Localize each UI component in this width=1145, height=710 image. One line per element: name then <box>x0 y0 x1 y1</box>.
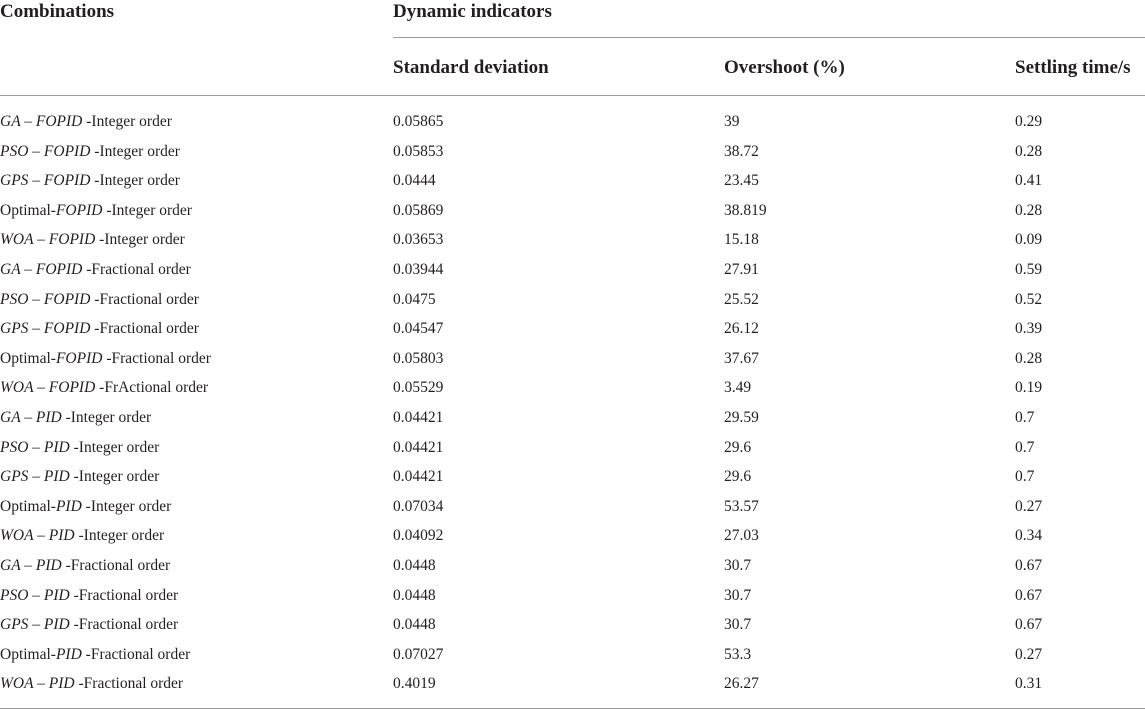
table-row <box>0 610 1145 640</box>
combination-order: -Fractional order <box>69 586 179 604</box>
settling-time-cell: 0.41 <box>1015 172 1043 190</box>
settling-time-cell: 0.7 <box>1015 438 1035 456</box>
combination-method: GPS – FOPID <box>0 172 91 190</box>
combination-method: WOA – PID <box>0 527 75 545</box>
overshoot-cell: 27.03 <box>724 527 759 545</box>
settling-time-cell: 0.67 <box>1015 586 1043 604</box>
table-row <box>0 107 1145 137</box>
combination-cell <box>0 285 199 315</box>
combination-method: PID <box>55 645 82 663</box>
overshoot-cell: 30.7 <box>724 616 752 634</box>
table-row <box>0 521 1145 551</box>
combination-method: WOA – PID <box>0 675 75 693</box>
table-row <box>0 166 1145 196</box>
settling-time-cell: 0.27 <box>1015 497 1043 515</box>
combination-order: -FrActional order <box>95 379 209 397</box>
overshoot-cell: 53.57 <box>724 497 759 515</box>
table-row <box>0 137 1145 167</box>
overshoot-cell: 29.59 <box>724 408 759 426</box>
header-combinations: Combinations <box>0 1 115 22</box>
combination-cell <box>0 433 159 463</box>
standard-deviation-cell: 0.03944 <box>393 260 444 278</box>
settling-time-cell: 0.7 <box>1015 408 1035 426</box>
settling-time-cell: 0.39 <box>1015 320 1043 338</box>
combination-order: -Integer order <box>81 497 172 515</box>
combination-method: GA – PID <box>0 556 62 574</box>
standard-deviation-cell: 0.05869 <box>393 201 444 219</box>
combination-order: -Fractional order <box>90 320 199 338</box>
overshoot-cell: 38.72 <box>724 142 759 160</box>
standard-deviation-cell: 0.0475 <box>393 290 436 308</box>
combination-method: WOA – FOPID <box>0 231 96 249</box>
settling-time-cell: 0.29 <box>1015 113 1043 130</box>
standard-deviation-cell: 0.05865 <box>393 113 444 130</box>
standard-deviation-cell: 0.05853 <box>393 142 444 160</box>
combination-method: PSO – PID <box>0 586 70 604</box>
standard-deviation-cell: 0.04421 <box>393 468 444 486</box>
combination-method: GA – FOPID <box>0 260 83 278</box>
overshoot-cell: 38.819 <box>724 201 767 219</box>
combination-order: -Fractional order <box>82 260 191 278</box>
table-row <box>0 640 1145 670</box>
table-row <box>0 462 1145 492</box>
settling-time-cell: 0.52 <box>1015 290 1043 308</box>
standard-deviation-cell: 0.0444 <box>393 172 436 190</box>
table-bottom-rule <box>0 708 1145 709</box>
combination-method: PSO – FOPID <box>0 142 91 160</box>
overshoot-cell: 23.45 <box>724 172 759 190</box>
combination-cell <box>0 255 191 285</box>
settling-time-cell: 0.59 <box>1015 260 1043 278</box>
standard-deviation-cell: 0.04547 <box>393 320 444 338</box>
standard-deviation-cell: 0.07027 <box>393 645 444 663</box>
overshoot-cell: 25.52 <box>724 290 759 308</box>
settling-time-cell: 0.34 <box>1015 527 1043 545</box>
combination-prefix: Optimal- <box>0 201 56 219</box>
combination-method: PSO – FOPID <box>0 290 91 308</box>
combination-order: -Integer order <box>74 527 165 545</box>
combination-cell <box>0 521 164 551</box>
combination-cell <box>0 462 159 492</box>
combination-cell <box>0 373 208 403</box>
combination-prefix: Optimal- <box>0 645 56 663</box>
overshoot-cell: 29.6 <box>724 468 752 486</box>
table-row <box>0 225 1145 255</box>
combination-order: -Integer order <box>90 142 180 160</box>
header-standard-deviation: Standard deviation <box>393 57 549 78</box>
overshoot-cell: 53.3 <box>724 645 752 663</box>
settling-time-cell: 0.28 <box>1015 349 1043 367</box>
standard-deviation-cell: 0.4019 <box>393 675 436 693</box>
combination-cell <box>0 314 199 344</box>
combination-method: WOA – FOPID <box>0 379 96 397</box>
overshoot-cell: 37.67 <box>724 349 759 367</box>
table-row <box>0 196 1145 226</box>
standard-deviation-cell: 0.05803 <box>393 349 444 367</box>
combination-order: -Integer order <box>69 468 160 486</box>
combination-cell <box>0 551 170 581</box>
combination-cell <box>0 107 172 137</box>
combination-order: -Integer order <box>82 113 172 130</box>
combination-order: -Fractional order <box>74 675 184 693</box>
combination-order: -Fractional order <box>102 349 211 367</box>
settling-time-cell: 0.67 <box>1015 616 1043 634</box>
combination-order: -Fractional order <box>61 556 171 574</box>
overshoot-cell: 30.7 <box>724 586 752 604</box>
table-row <box>0 581 1145 611</box>
overshoot-cell: 39 <box>724 113 740 130</box>
settling-time-cell: 0.28 <box>1015 201 1043 219</box>
combination-cell <box>0 166 180 196</box>
table-row <box>0 403 1145 433</box>
overshoot-cell: 29.6 <box>724 438 752 456</box>
combination-cell <box>0 137 180 167</box>
combination-method: GPS – PID <box>0 616 70 634</box>
combination-prefix: Optimal- <box>0 497 56 515</box>
combination-order: -Fractional order <box>81 645 191 663</box>
combination-cell <box>0 610 178 640</box>
settling-time-cell: 0.27 <box>1015 645 1043 663</box>
combination-order: -Fractional order <box>69 616 179 634</box>
combination-cell <box>0 344 211 374</box>
header-group-rule <box>393 37 1145 38</box>
table-row <box>0 255 1145 285</box>
combination-method: GPS – PID <box>0 468 70 486</box>
combination-cell <box>0 581 178 611</box>
settling-time-cell: 0.67 <box>1015 556 1043 574</box>
overshoot-cell: 26.12 <box>724 320 759 338</box>
combination-method: GA – FOPID <box>0 113 83 130</box>
overshoot-cell: 3.49 <box>724 379 752 397</box>
combination-order: -Integer order <box>95 231 185 249</box>
combination-method: PSO – PID <box>0 438 70 456</box>
combination-method: FOPID <box>55 201 103 219</box>
settling-time-cell: 0.7 <box>1015 468 1035 486</box>
combination-order: -Integer order <box>61 408 152 426</box>
table-row <box>0 314 1145 344</box>
combination-order: -Integer order <box>102 201 192 219</box>
standard-deviation-cell: 0.05529 <box>393 379 444 397</box>
standard-deviation-cell: 0.07034 <box>393 497 444 515</box>
combination-method: GPS – FOPID <box>0 320 91 338</box>
table-row <box>0 492 1145 522</box>
combination-cell <box>0 196 192 226</box>
combination-cell <box>0 492 171 522</box>
combination-order: -Integer order <box>69 438 160 456</box>
table-row <box>0 669 1145 699</box>
overshoot-cell: 26.27 <box>724 675 759 693</box>
standard-deviation-cell: 0.0448 <box>393 616 436 634</box>
combination-order: -Integer order <box>90 172 180 190</box>
combination-method: FOPID <box>55 349 103 367</box>
header-bottom-rule <box>0 95 1145 96</box>
standard-deviation-cell: 0.0448 <box>393 586 436 604</box>
combination-order: -Fractional order <box>90 290 199 308</box>
settling-time-cell: 0.28 <box>1015 142 1043 160</box>
combination-method: GA – PID <box>0 408 62 426</box>
table-row <box>0 551 1145 581</box>
settling-time-cell: 0.09 <box>1015 231 1043 249</box>
header-dynamic-indicators: Dynamic indicators <box>393 1 552 22</box>
header-overshoot: Overshoot (%) <box>724 57 845 78</box>
overshoot-cell: 15.18 <box>724 231 759 249</box>
standard-deviation-cell: 0.04421 <box>393 438 444 456</box>
table-row <box>0 373 1145 403</box>
standard-deviation-cell: 0.0448 <box>393 556 436 574</box>
table-row <box>0 344 1145 374</box>
table-row <box>0 433 1145 463</box>
combination-cell <box>0 403 151 433</box>
settling-time-cell: 0.31 <box>1015 675 1043 693</box>
combination-cell <box>0 225 185 255</box>
combination-prefix: Optimal- <box>0 349 56 367</box>
standard-deviation-cell: 0.03653 <box>393 231 444 249</box>
combination-cell <box>0 640 190 670</box>
combination-method: PID <box>55 497 82 515</box>
table-body <box>0 107 1145 699</box>
overshoot-cell: 27.91 <box>724 260 759 278</box>
combination-cell <box>0 669 183 699</box>
settling-time-cell: 0.19 <box>1015 379 1043 397</box>
standard-deviation-cell: 0.04092 <box>393 527 444 545</box>
table-row <box>0 285 1145 315</box>
standard-deviation-cell: 0.04421 <box>393 408 444 426</box>
overshoot-cell: 30.7 <box>724 556 752 574</box>
header-settling-time: Settling time/s <box>1015 57 1131 78</box>
